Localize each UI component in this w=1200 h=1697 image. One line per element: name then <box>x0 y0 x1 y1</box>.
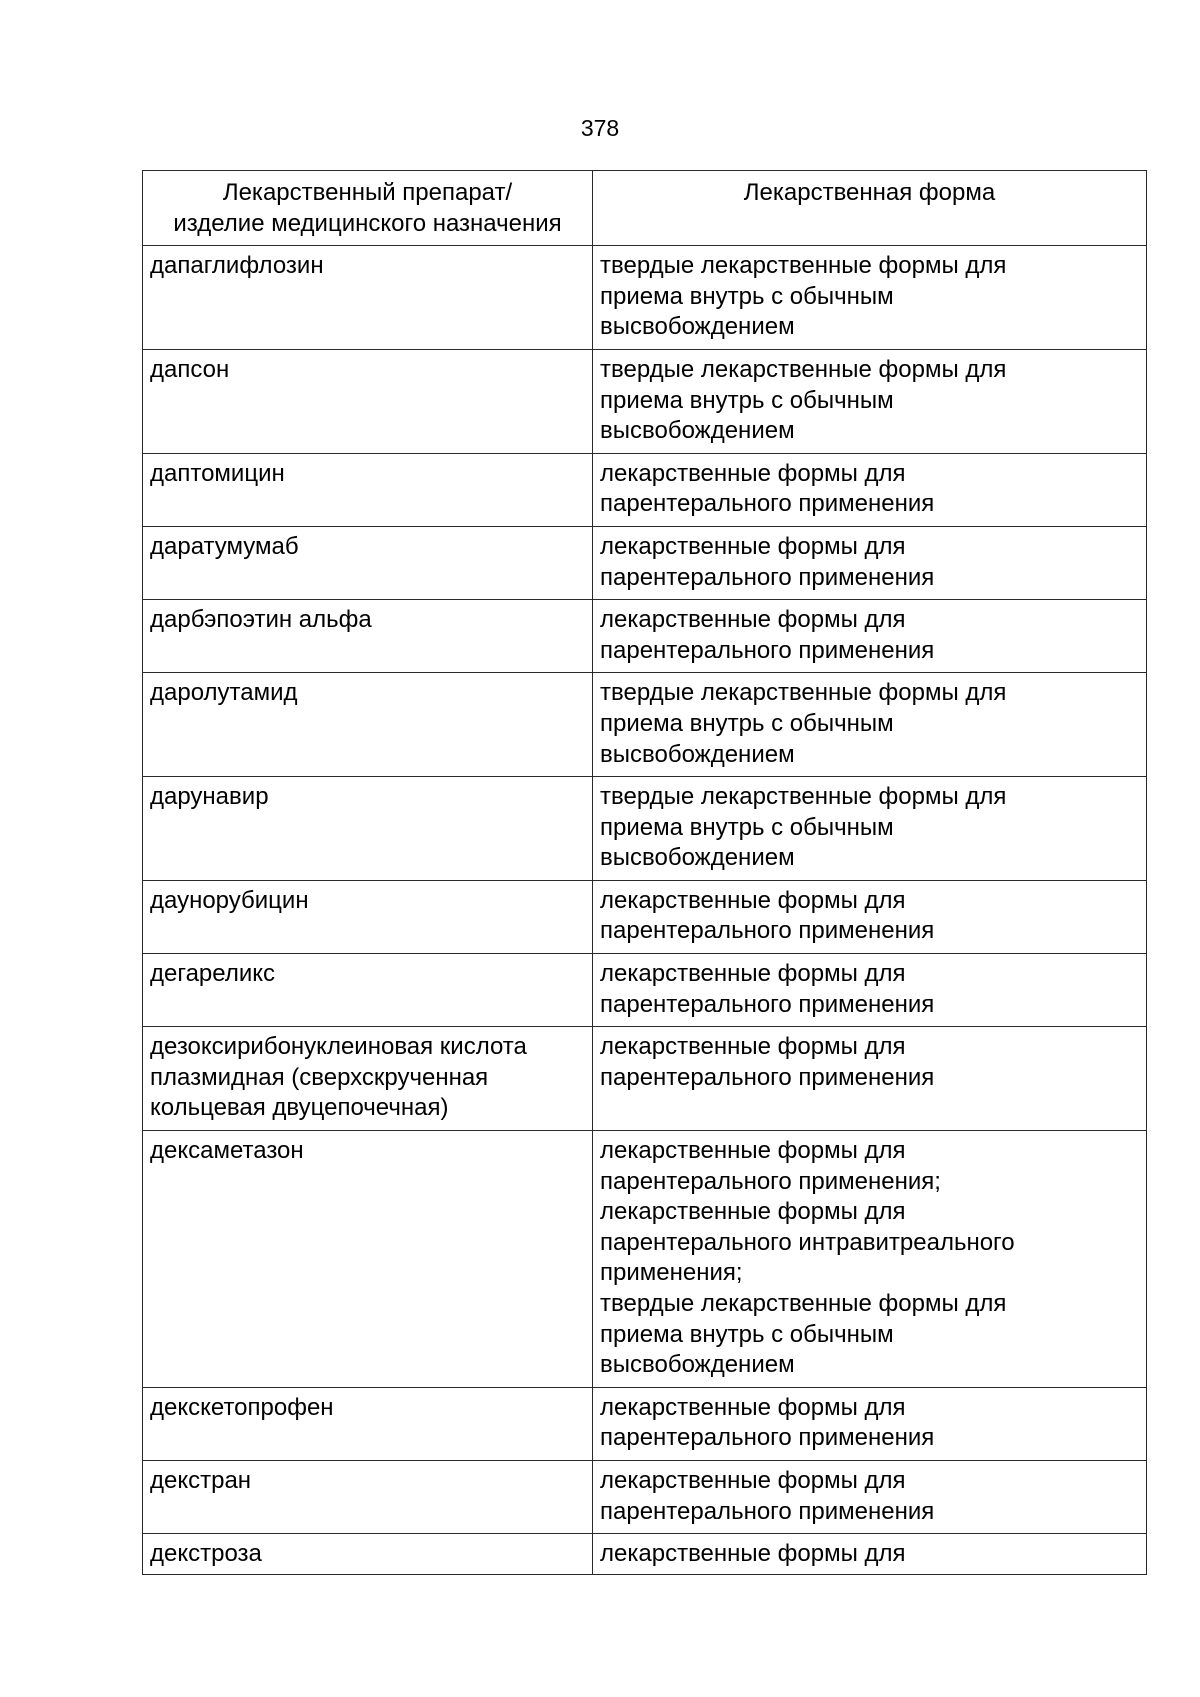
dosage-form-cell: лекарственные формы для парентерального применения <box>593 526 1147 599</box>
drug-name-cell: дексаметазон <box>143 1131 593 1388</box>
drug-name-cell: дарбэпоэтин альфа <box>143 600 593 673</box>
dosage-form-cell: лекарственные формы для парентерального применения; лекарственные формы для парентерального интравитреального применения; твердые лекарственные формы для приема внутрь с обычным высвобождением <box>593 1131 1147 1388</box>
medication-table <box>142 170 1147 1575</box>
dosage-form-cell: лекарственные формы для <box>593 1534 1147 1575</box>
drug-name-cell: даптомицин <box>143 453 593 526</box>
dosage-form-cell: лекарственные формы для парентерального применения <box>593 954 1147 1027</box>
column-header-drug: Лекарственный препарат/ изделие медицинского назначения <box>143 171 593 246</box>
table-row <box>143 246 1147 350</box>
table-header-row <box>143 171 1147 246</box>
drug-name-cell: декстран <box>143 1460 593 1533</box>
dosage-form-cell: лекарственные формы для парентерального применения <box>593 880 1147 953</box>
table-row <box>143 880 1147 953</box>
table-row <box>143 349 1147 453</box>
drug-name-cell: дапаглифлозин <box>143 246 593 350</box>
table-row <box>143 526 1147 599</box>
drug-name-cell: даролутамид <box>143 673 593 777</box>
column-header-form: Лекарственная форма <box>593 171 1147 246</box>
drug-name-cell: декскетопрофен <box>143 1387 593 1460</box>
table-row <box>143 453 1147 526</box>
dosage-form-cell: лекарственные формы для парентерального применения <box>593 453 1147 526</box>
table-row <box>143 673 1147 777</box>
dosage-form-cell: твердые лекарственные формы для приема внутрь с обычным высвобождением <box>593 349 1147 453</box>
dosage-form-cell: лекарственные формы для парентерального применения <box>593 1460 1147 1533</box>
dosage-form-cell: лекарственные формы для парентерального применения <box>593 1027 1147 1131</box>
drug-name-cell: даратумумаб <box>143 526 593 599</box>
table-body <box>143 246 1147 1575</box>
drug-name-cell: дегареликс <box>143 954 593 1027</box>
table-row <box>143 1027 1147 1131</box>
drug-name-cell: дарунавир <box>143 777 593 881</box>
dosage-form-cell: лекарственные формы для парентерального применения <box>593 1387 1147 1460</box>
dosage-form-cell: твердые лекарственные формы для приема внутрь с обычным высвобождением <box>593 673 1147 777</box>
table-row <box>143 954 1147 1027</box>
drug-name-cell: даунорубицин <box>143 880 593 953</box>
drug-name-cell: дезоксирибонуклеиновая кислота плазмидная (сверхскрученная кольцевая двуцепочечная) <box>143 1027 593 1131</box>
dosage-form-cell: твердые лекарственные формы для приема внутрь с обычным высвобождением <box>593 246 1147 350</box>
drug-name-cell: дапсон <box>143 349 593 453</box>
table-row <box>143 1131 1147 1388</box>
table-row <box>143 777 1147 881</box>
table-row <box>143 600 1147 673</box>
table-row <box>143 1534 1147 1575</box>
table-row <box>143 1387 1147 1460</box>
dosage-form-cell: лекарственные формы для парентерального применения <box>593 600 1147 673</box>
page-number: 378 <box>580 115 620 141</box>
table-row <box>143 1460 1147 1533</box>
dosage-form-cell: твердые лекарственные формы для приема внутрь с обычным высвобождением <box>593 777 1147 881</box>
drug-name-cell: декстроза <box>143 1534 593 1575</box>
